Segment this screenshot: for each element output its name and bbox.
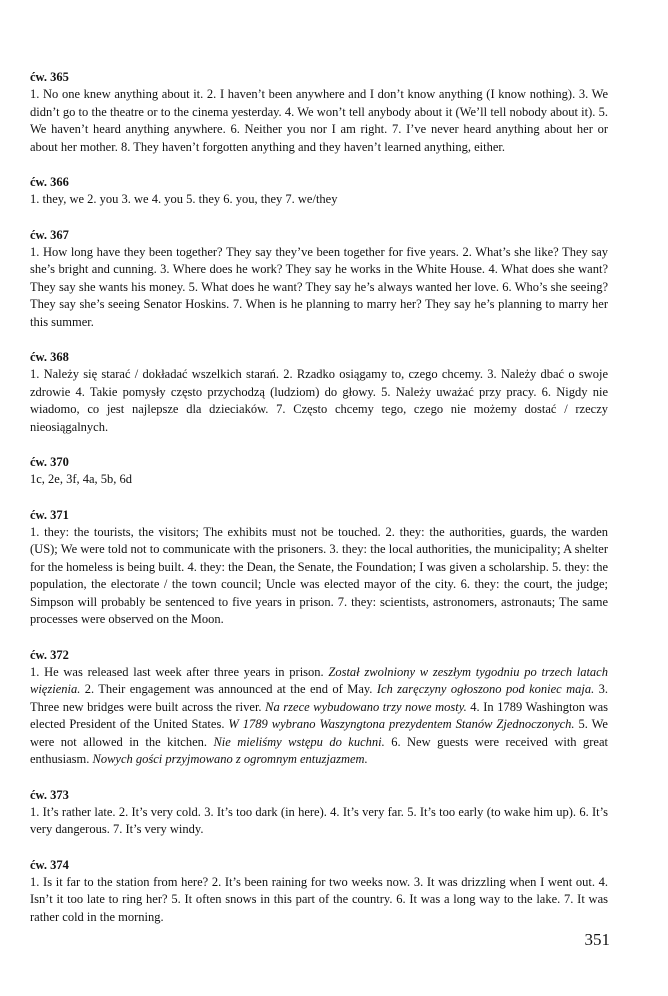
answer-text: 1. How long have they been together? They say they’ve been together for five years. 2. What’s she like? They say she’s bright and cunning. 3. Where does he work? They say he works in the White House. 4. What does she want? They say she wants his money. 5. What does he want? They say he’s always wanted her love. 6. Who’s she seeing? They say she’s seeing Senator Hoskins. 7. When is he planning to marry her? They say he’s planning to marry her this summer. — [30, 244, 608, 329]
exercise-title: ćw. 373 — [30, 787, 69, 802]
answer-text: 1. He was released last week after three years in prison. — [30, 664, 329, 679]
answer-text: 4. In 1789 Washington was elected President of the United States. — [30, 699, 608, 731]
exercise-title: ćw. 371 — [30, 507, 69, 522]
answer-text: 2. Their engagement was announced at the end of May. — [80, 682, 377, 696]
exercise-answers — [30, 664, 608, 769]
answer-text: 1. Należy się starać / dokładać wszelkich starań. 2. Rzadko osiągamy to, czego chcemy. 3. Należy dbać o swoje zdrowie 4. Takie pomysły często przychodzą (ludziom) do głowy. 5. Należy uważać przy pracy. 6. Nigdy nie wiadomo, co jest najlepsze dla dzieciaków. 7. Często chcemy tego, czego nie możemy dostać / rzeczy nieosiągalnych. — [30, 367, 608, 434]
exercise-section — [30, 858, 608, 927]
exercise-title: ćw. 370 — [30, 455, 69, 469]
translation-text: Nie mieliśmy wstępu do kuchni. — [213, 734, 385, 749]
exercise-title: ćw. 365 — [30, 70, 69, 84]
answer-text: 1. No one knew anything about it. 2. I haven’t been anywhere and I don’t know anything (I know nothing). 3. We didn’t go to the theatre or to the cinema yesterday. 4. We won’t tell anybody about it (We’ll tell nobody about it). 5. We haven’t heard anything anywhere. 6. Neither you nor I am right. 7. I’ve never heard anything about her or about her mother. 8. They haven’t forgotten anything and they haven’t learned anything, either. — [30, 87, 608, 154]
exercise-answers — [30, 524, 608, 629]
exercise-answers — [30, 804, 608, 839]
exercise-title: ćw. 368 — [30, 350, 69, 364]
page-number: 351 — [584, 930, 610, 949]
exercise-section — [30, 455, 608, 489]
exercise-title: ćw. 367 — [30, 227, 69, 242]
answer-text: 1c, 2e, 3f, 4a, 5b, 6d — [30, 472, 133, 486]
exercise-section — [30, 70, 608, 156]
answer-text: 1. they: the tourists, the visitors; The exhibits must not be touched. 2. they: the authorities, guards, the warden (US); We were told not to communicate with the prisoners. 3. they: the local authorities, the municipality; A shelter for the homeless is being built. 4. they: the Dean, the Senate, the Foundation; I was given a scholarship. 5. they: the population, the electorate / the town council; Uncle was elected mayor of the city. 6. they: the court, the judge; Simpson will probably be sentenced to five years in prison. 7. they: scientists, astronomers, astronauts; The same processes were observed on the Moon. — [30, 524, 608, 626]
exercise-title: ćw. 374 — [30, 857, 69, 872]
exercise-title: ćw. 372 — [30, 647, 69, 662]
answer-text: 3. Three new bridges were built across the river. — [30, 682, 609, 714]
translation-text: Został zwolniony w zeszłym tygodniu po trzech latach więzienia. — [30, 664, 608, 696]
translation-text: Nowych gości przyjmowano z ogromnym entuzjazmem. — [92, 752, 368, 766]
exercise-answers — [30, 244, 608, 332]
translation-text: Na rzece wybudowano trzy nowe mosty. — [265, 699, 467, 714]
exercise-section — [30, 788, 608, 839]
translation-text: W 1789 wybrano Waszyngtona prezydentem Stanów Zjednoczonych. — [228, 717, 575, 731]
answer-text: 6. New guests were received with great enthusiasm. — [30, 734, 608, 766]
exercise-section — [30, 648, 608, 769]
answer-text: 5. We were not allowed in the kitchen. — [30, 717, 608, 749]
answer-text: 1. they, we 2. you 3. we 4. you 5. they 6. you, they 7. we/they — [30, 192, 338, 206]
exercise-section — [30, 175, 608, 209]
exercise-title: ćw. 366 — [30, 175, 69, 189]
exercise-answers — [30, 191, 608, 209]
exercise-section — [30, 508, 608, 629]
answer-text: 1. Is it far to the station from here? 2. It’s been raining for two weeks now. 3. It was drizzling when I went out. 4. Isn’t it too late to ring her? 5. It often snows in this part of the country. 6. It was a long way to the lake. 7. It was rather cold in the morning. — [30, 874, 608, 924]
exercise-section — [30, 350, 608, 436]
exercise-answers — [30, 471, 608, 489]
exercise-answers — [30, 874, 608, 927]
exercise-section — [30, 228, 608, 332]
answer-key-content — [30, 70, 608, 945]
answer-text: 1. It’s rather late. 2. It’s very cold. 3. It’s too dark (in here). 4. It’s very far. 5. It’s too early (to wake him up). 6. It’s very dangerous. 7. It’s very windy. — [30, 804, 608, 836]
exercise-answers — [30, 86, 608, 156]
exercise-answers — [30, 366, 608, 436]
translation-text: Ich zaręczyny ogłoszono pod koniec maja. — [376, 682, 595, 696]
